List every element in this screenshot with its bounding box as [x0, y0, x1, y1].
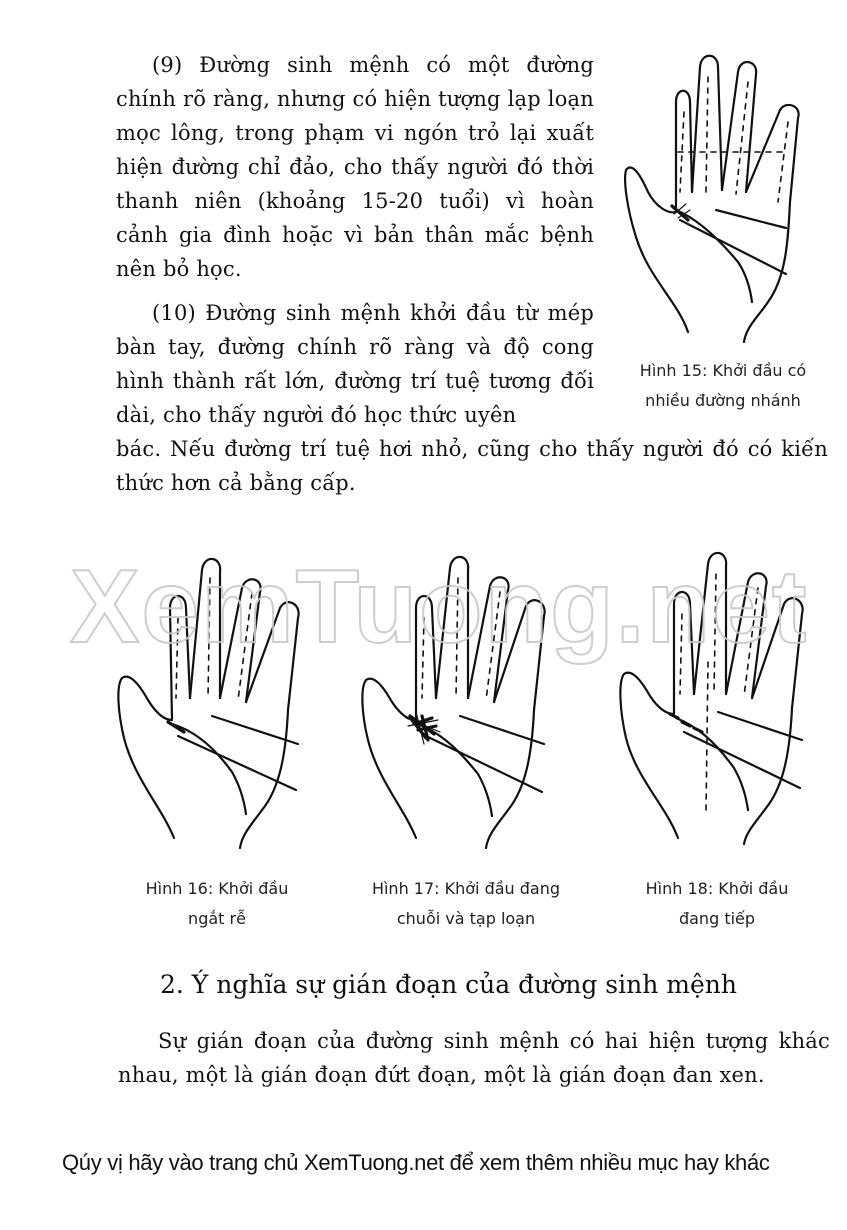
paragraph-9: (9) Đường sinh mệnh có một đường chính rõ ràng, nhưng có hiện tượng lạp loạn mọc lông, trong phạm vi ngón trỏ lại xuất hiện đường chỉ đảo, cho thấy người đó thời thanh niên (khoảng 15-20 tuổi) vì hoàn cảnh gia đình hoặc vì bản thân mắc bệnh nên bỏ học. [116, 53, 594, 281]
figure-18-caption-line1: Hình 18: Khởi đầu [645, 879, 789, 898]
hand-illustration-fig15 [618, 42, 818, 342]
hand-illustration-fig16 [112, 548, 312, 848]
paragraph-10-first: (10) Đường sinh mệnh khởi đầu từ mép bàn tay, đường chính rõ ràng và độ cong hình thành rất lớn, đường trí tuệ tương đối dài, cho thấy người đó học thức uyên [116, 301, 594, 427]
figure-16-caption [112, 874, 322, 934]
figure-15-caption [618, 356, 828, 416]
hand-illustration-fig18 [612, 542, 812, 842]
figure-18-caption [612, 874, 822, 934]
figure-18-caption-line2: đang tiếp [678, 909, 756, 928]
section-paragraph: Sự gián đoạn của đường sinh mệnh có hai hiện tượng khác nhau, một là gián đoạn đứt đoạn, một là gián đoạn đan xen. [118, 1029, 830, 1087]
figure-17-caption-line1: Hình 17: Khởi đầu đang [371, 879, 561, 898]
figure-15-caption-line1: Hình 15: Khởi đầu có [639, 361, 807, 380]
watermark: XemTuong.net [70, 549, 809, 665]
figure-15-caption-line2: nhiều đường nhánh [645, 391, 801, 410]
figure-17-caption-line2: chuỗi và tạp loạn [396, 909, 536, 928]
section-heading: 2. Ý nghĩa sự gián đoạn của đường sinh mệnh [160, 970, 737, 999]
paragraph-10-rest: bác. Nếu đường trí tuệ hơi nhỏ, cũng cho thấy người đó có kiến thức hơn cả bằng cấp. [116, 437, 828, 495]
figure-16-caption-line2: ngắt rễ [188, 909, 246, 928]
figure-17-caption [356, 874, 576, 934]
hand-illustration-fig17 [356, 548, 556, 848]
footer-link-text[interactable]: Qúy vị hãy vào trang chủ XemTuong.net để xem thêm nhiều mục hay khác [62, 1150, 770, 1175]
figure-16-caption-line1: Hình 16: Khởi đầu [145, 879, 289, 898]
